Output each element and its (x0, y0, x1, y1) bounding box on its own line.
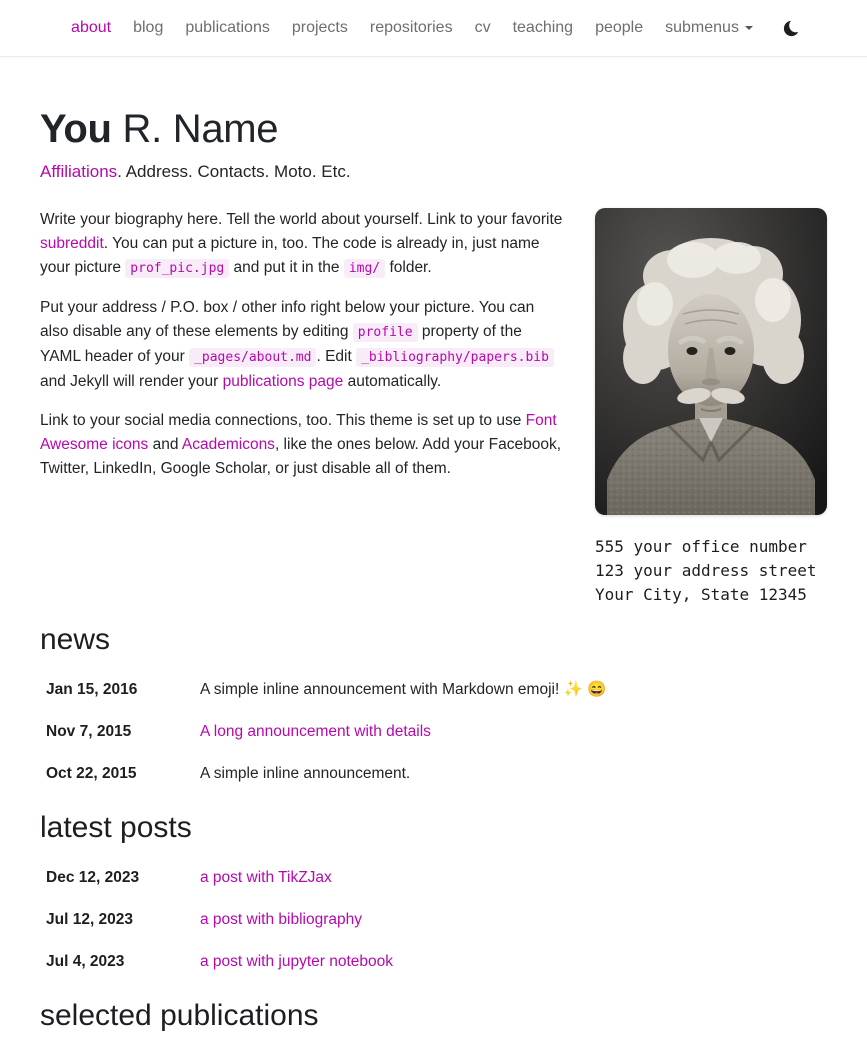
bio-text: automatically. (343, 373, 442, 390)
bio-text: property of the YAML header of your (40, 323, 522, 365)
bio-text: and put it in the (229, 259, 344, 276)
affiliations-link[interactable]: Affiliations (40, 162, 118, 181)
chevron-down-icon (745, 26, 753, 30)
latest-posts-section (40, 811, 827, 983)
profile-row (40, 208, 827, 607)
bio-link[interactable]: publications page (222, 373, 344, 390)
nav-item-blog[interactable]: blog (133, 19, 164, 36)
news-date: Jan 15, 2016 (46, 681, 138, 698)
profile-column (595, 208, 827, 607)
bio-link[interactable]: subreddit (40, 235, 104, 252)
bio-text: . You can put a picture in, too. The code is already in, just name your picture (40, 235, 540, 276)
news-section (40, 623, 827, 795)
bio-text: and (148, 436, 182, 453)
address-line: 555 your office number (595, 537, 807, 556)
bio-text: , like the ones below. Add your Facebook, Twitter, LinkedIn, Google Scholar, or just disable all of them. (40, 436, 562, 477)
post-row (40, 941, 827, 983)
inline-code: _bibliography/papers.bib (356, 348, 554, 367)
post-text (200, 909, 362, 931)
bio-paragraph (40, 208, 564, 281)
moon-icon (782, 19, 801, 38)
title-last-name: R. Name (122, 107, 279, 151)
address-line: Your City, State 12345 (595, 585, 807, 604)
post-link[interactable]: a post with jupyter notebook (200, 953, 394, 970)
nav-item-people[interactable]: people (595, 19, 644, 36)
main-content (0, 107, 867, 1033)
address-block (595, 535, 827, 607)
bio-text: Link to your social media connections, too. This theme is set up to use (40, 412, 526, 429)
news-row (40, 669, 827, 711)
post-text (200, 867, 332, 889)
page-description (40, 162, 827, 182)
bio-link[interactable]: Academicons (181, 436, 275, 453)
inline-code: _pages/about.md (189, 348, 316, 367)
bio-text: and Jekyll will render your (40, 373, 223, 390)
nav-item-submenus[interactable]: submenus (654, 11, 764, 45)
news-text: A simple inline announcement. (200, 765, 411, 782)
nav-item-teaching[interactable]: teaching (512, 19, 574, 36)
selected-publications-heading: selected publications (40, 999, 319, 1032)
address-line: 123 your address street (595, 561, 817, 580)
navbar-items (60, 11, 764, 45)
bio (40, 208, 564, 496)
nav-item-about[interactable]: about (71, 19, 112, 36)
nav-item-repositories[interactable]: repositories (369, 19, 453, 36)
post-row (40, 857, 827, 899)
bio-link[interactable]: Font Awesome icons (40, 412, 557, 453)
nav-item-projects[interactable]: projects (291, 19, 348, 36)
nav-item-publications[interactable]: publications (185, 19, 270, 36)
post-date: Jul 4, 2023 (46, 953, 125, 970)
navbar (0, 0, 867, 57)
nav-item-cv[interactable]: cv (474, 19, 491, 36)
news-heading: news (40, 623, 111, 656)
selected-publications-section (40, 999, 827, 1033)
bio-paragraph (40, 296, 564, 394)
post-link[interactable]: a post with TikZJax (200, 869, 332, 886)
page-title (40, 107, 827, 152)
bio-text: Write your biography here. Tell the world about yourself. Link to your favorite (40, 211, 563, 228)
bio-text: Put your address / P.O. box / other info right below your picture. You can also disable any of these elements by editing (40, 299, 535, 340)
news-text (200, 721, 431, 743)
title-first-name: You (40, 107, 112, 151)
news-date: Oct 22, 2015 (46, 765, 137, 782)
bio-text: . Edit (316, 348, 357, 365)
inline-code: img/ (344, 259, 385, 278)
dark-mode-toggle[interactable] (776, 15, 807, 42)
news-row (40, 711, 827, 753)
news-list (40, 669, 827, 795)
profile-photo (595, 208, 827, 515)
post-date: Dec 12, 2023 (46, 869, 140, 886)
news-link[interactable]: A long announcement with details (200, 723, 431, 740)
bio-text: folder. (385, 259, 432, 276)
bio-paragraph (40, 409, 564, 481)
post-text (200, 951, 393, 973)
inline-code: prof_pic.jpg (125, 259, 229, 278)
news-row (40, 753, 827, 795)
inline-code: profile (353, 323, 418, 342)
news-date: Nov 7, 2015 (46, 723, 132, 740)
post-date: Jul 12, 2023 (46, 911, 134, 928)
posts-list (40, 857, 827, 983)
post-row (40, 899, 827, 941)
latest-posts-heading: latest posts (40, 811, 192, 844)
post-link[interactable]: a post with bibliography (200, 911, 362, 928)
news-text: A simple inline announcement with Markdown emoji! ✨ 😄 (200, 681, 607, 698)
description-text: . Address. Contacts. Moto. Etc. (117, 162, 351, 181)
